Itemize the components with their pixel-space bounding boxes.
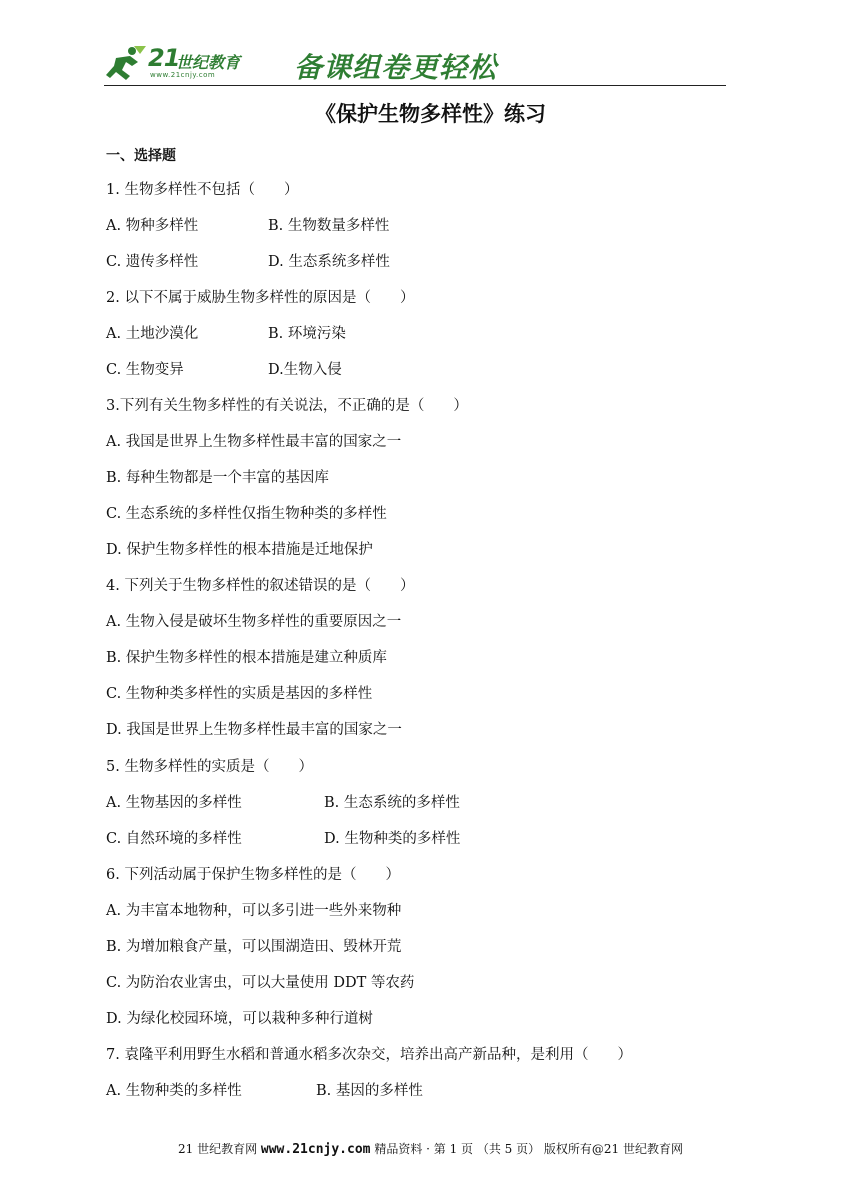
question-3-option-a: A. 我国是世界上生物多样性最丰富的国家之一 <box>106 434 402 450</box>
question-7-option-a: A. 生物种类的多样性 <box>106 1083 242 1099</box>
question-1-option-c: C. 遗传多样性 <box>106 254 199 270</box>
page-header <box>104 40 726 86</box>
question-1-option-d: D. 生态系统多样性 <box>268 254 390 270</box>
question-2-option-b: B. 环境污染 <box>268 326 346 342</box>
logo-number: 21 <box>148 44 180 72</box>
question-5-stem: 5. 生物多样性的实质是（ ） <box>106 759 313 775</box>
logo-name: 世纪教育 <box>176 53 241 72</box>
question-7-option-b: B. 基因的多样性 <box>316 1083 423 1099</box>
question-6-stem: 6. 下列活动属于保护生物多样性的是（ ） <box>106 867 400 883</box>
page-title: 《保护生物多样性》练习 <box>315 102 546 126</box>
question-5-option-d: D. 生物种类的多样性 <box>324 831 461 847</box>
question-7-stem: 7. 袁隆平利用野生水稻和普通水稻多次杂交，培养出高产新品种，是利用（ ） <box>106 1047 632 1063</box>
question-5-option-b: B. 生态系统的多样性 <box>324 795 460 811</box>
header-slogan: 备课组卷更轻松 <box>294 51 498 84</box>
header-divider <box>104 85 726 86</box>
question-4-option-c: C. 生物种类多样性的实质是基因的多样性 <box>106 686 373 702</box>
question-1-option-b: B. 生物数量多样性 <box>268 218 390 234</box>
logo-url: www.21cnjy.com <box>150 71 216 79</box>
question-6-option-b: B. 为增加粮食产量，可以围湖造田、毁林开荒 <box>106 939 402 955</box>
question-3-option-d: D. 保护生物多样性的根本措施是迁地保护 <box>106 542 373 558</box>
question-2-option-c: C. 生物变异 <box>106 362 184 378</box>
footer-url: www.21cnjy.com <box>260 1142 371 1157</box>
question-6-option-a: A. 为丰富本地物种，可以多引进一些外来物种 <box>106 903 402 919</box>
question-1-option-a: A. 物种多样性 <box>106 218 199 234</box>
footer-page-info: 精品资料 · 第 1 页 （共 5 页） 版权所有@21 世纪教育网 <box>374 1142 683 1156</box>
question-4-stem: 4. 下列关于生物多样性的叙述错误的是（ ） <box>106 578 415 594</box>
question-2-stem: 2. 以下不属于威胁生物多样性的原因是（ ） <box>106 290 415 306</box>
question-4-option-b: B. 保护生物多样性的根本措施是建立种质库 <box>106 650 387 666</box>
question-5-option-c: C. 自然环境的多样性 <box>106 831 242 847</box>
question-1-stem: 1. 生物多样性不包括（ ） <box>106 182 299 198</box>
question-4-option-a: A. 生物入侵是破坏生物多样性的重要原因之一 <box>106 614 402 630</box>
question-2-option-a: A. 土地沙漠化 <box>106 326 199 342</box>
question-5-option-a: A. 生物基因的多样性 <box>106 795 242 811</box>
question-6-option-d: D. 为绿化校园环境，可以栽种多种行道树 <box>106 1011 373 1027</box>
question-4-option-d: D. 我国是世界上生物多样性最丰富的国家之一 <box>106 722 402 738</box>
question-3-option-b: B. 每种生物都是一个丰富的基因库 <box>106 470 329 486</box>
runner-logo-icon <box>104 44 148 84</box>
section-title: 一、选择题 <box>106 148 176 164</box>
page-footer <box>0 1140 861 1157</box>
footer-site-name: 21 世纪教育网 <box>177 1142 258 1156</box>
question-3-option-c: C. 生态系统的多样性仅指生物种类的多样性 <box>106 506 387 522</box>
question-6-option-c: C. 为防治农业害虫，可以大量使用 DDT 等农药 <box>106 975 415 991</box>
question-2-option-d: D.生物入侵 <box>268 362 342 378</box>
question-3-stem: 3.下列有关生物多样性的有关说法，不正确的是（ ） <box>106 398 468 414</box>
